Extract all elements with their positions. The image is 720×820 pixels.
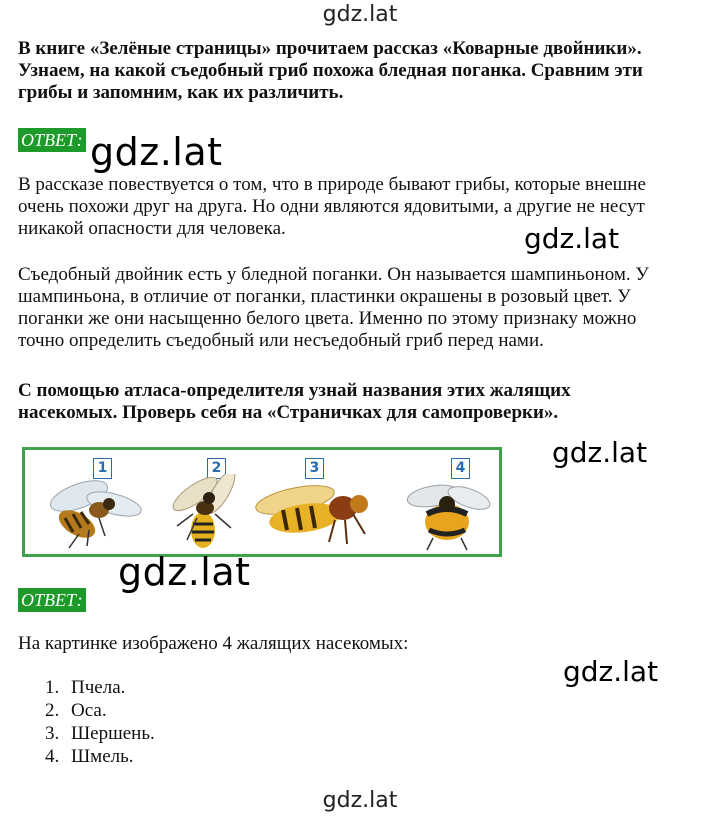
figure-number: 2 [207, 458, 226, 479]
watermark-overlay: gdz.lat [524, 222, 620, 255]
insect-4-bumblebee [397, 458, 507, 553]
task-2 [18, 380, 704, 424]
paragraph-line: Съедобный двойник есть у бледной поганки. Он называется шампиньоном. У [18, 264, 649, 285]
figure-number: 3 [305, 458, 324, 479]
wasp-icon [153, 474, 263, 554]
answer-badge-1: ОТВЕТ: [18, 128, 86, 152]
watermark-overlay: gdz.lat [90, 130, 223, 174]
task-2-line: насекомых. Проверь себя на «Страничках для самопроверки». [18, 402, 559, 423]
figure-number: 1 [93, 458, 112, 479]
task-2-line: С помощью атласа-определителя узнай названия этих жалящих [18, 380, 571, 401]
answer-2-intro: На картинке изображено 4 жалящих насекомых: [18, 633, 409, 654]
paragraph-line: точно определить съедобный или несъедобный гриб перед нами. [18, 330, 544, 351]
insect-2-wasp [153, 458, 263, 553]
insect-3-hornet [255, 458, 365, 553]
insects-figure [22, 447, 502, 557]
paragraph-line: поганки же они насыщенно белого цвета. Именно по этому признаку можно [18, 308, 637, 329]
watermark-bottom: gdz.lat [322, 788, 398, 813]
bumblebee-icon [397, 474, 497, 554]
task-1-line: грибы и запомним, как их различить. [18, 82, 344, 103]
list-item-number: 2. [45, 700, 60, 721]
list-item-text: Шмель. [71, 746, 134, 767]
bee-icon [39, 474, 149, 554]
list-item-text: Шершень. [71, 723, 155, 744]
task-1-line: Узнаем, на какой съедобный гриб похожа бледная поганка. Сравним эти [18, 60, 643, 81]
task-1 [18, 38, 704, 104]
task-1-line: В книге «Зелёные страницы» прочитаем рассказ «Коварные двойники». [18, 38, 642, 59]
hornet-icon [255, 474, 385, 554]
paragraph-line: никакой опасности для человека. [18, 218, 286, 239]
watermark-overlay: gdz.lat [563, 655, 659, 688]
list-item-number: 1. [45, 677, 60, 698]
answer-badge-2: ОТВЕТ: [18, 588, 86, 612]
list-item-number: 3. [45, 723, 60, 744]
figure-number: 4 [451, 458, 470, 479]
watermark-overlay: gdz.lat [552, 436, 648, 469]
list-item-number: 4. [45, 746, 60, 767]
insect-1-bee [39, 458, 149, 553]
watermark-top: gdz.lat [322, 2, 398, 27]
watermark-overlay: gdz.lat [118, 550, 251, 594]
list-item-text: Оса. [71, 700, 107, 721]
answer-1-paragraph-2 [18, 264, 704, 352]
paragraph-line: шампиньона, в отличие от поганки, пластинки окрашены в розовый цвет. У [18, 286, 631, 307]
list-item-text: Пчела. [71, 677, 126, 698]
paragraph-line: очень похожи друг на друга. Но одни являются ядовитыми, а другие не несут [18, 196, 645, 217]
paragraph-line: В рассказе повествуется о том, что в природе бывают грибы, которые внешне [18, 174, 646, 195]
